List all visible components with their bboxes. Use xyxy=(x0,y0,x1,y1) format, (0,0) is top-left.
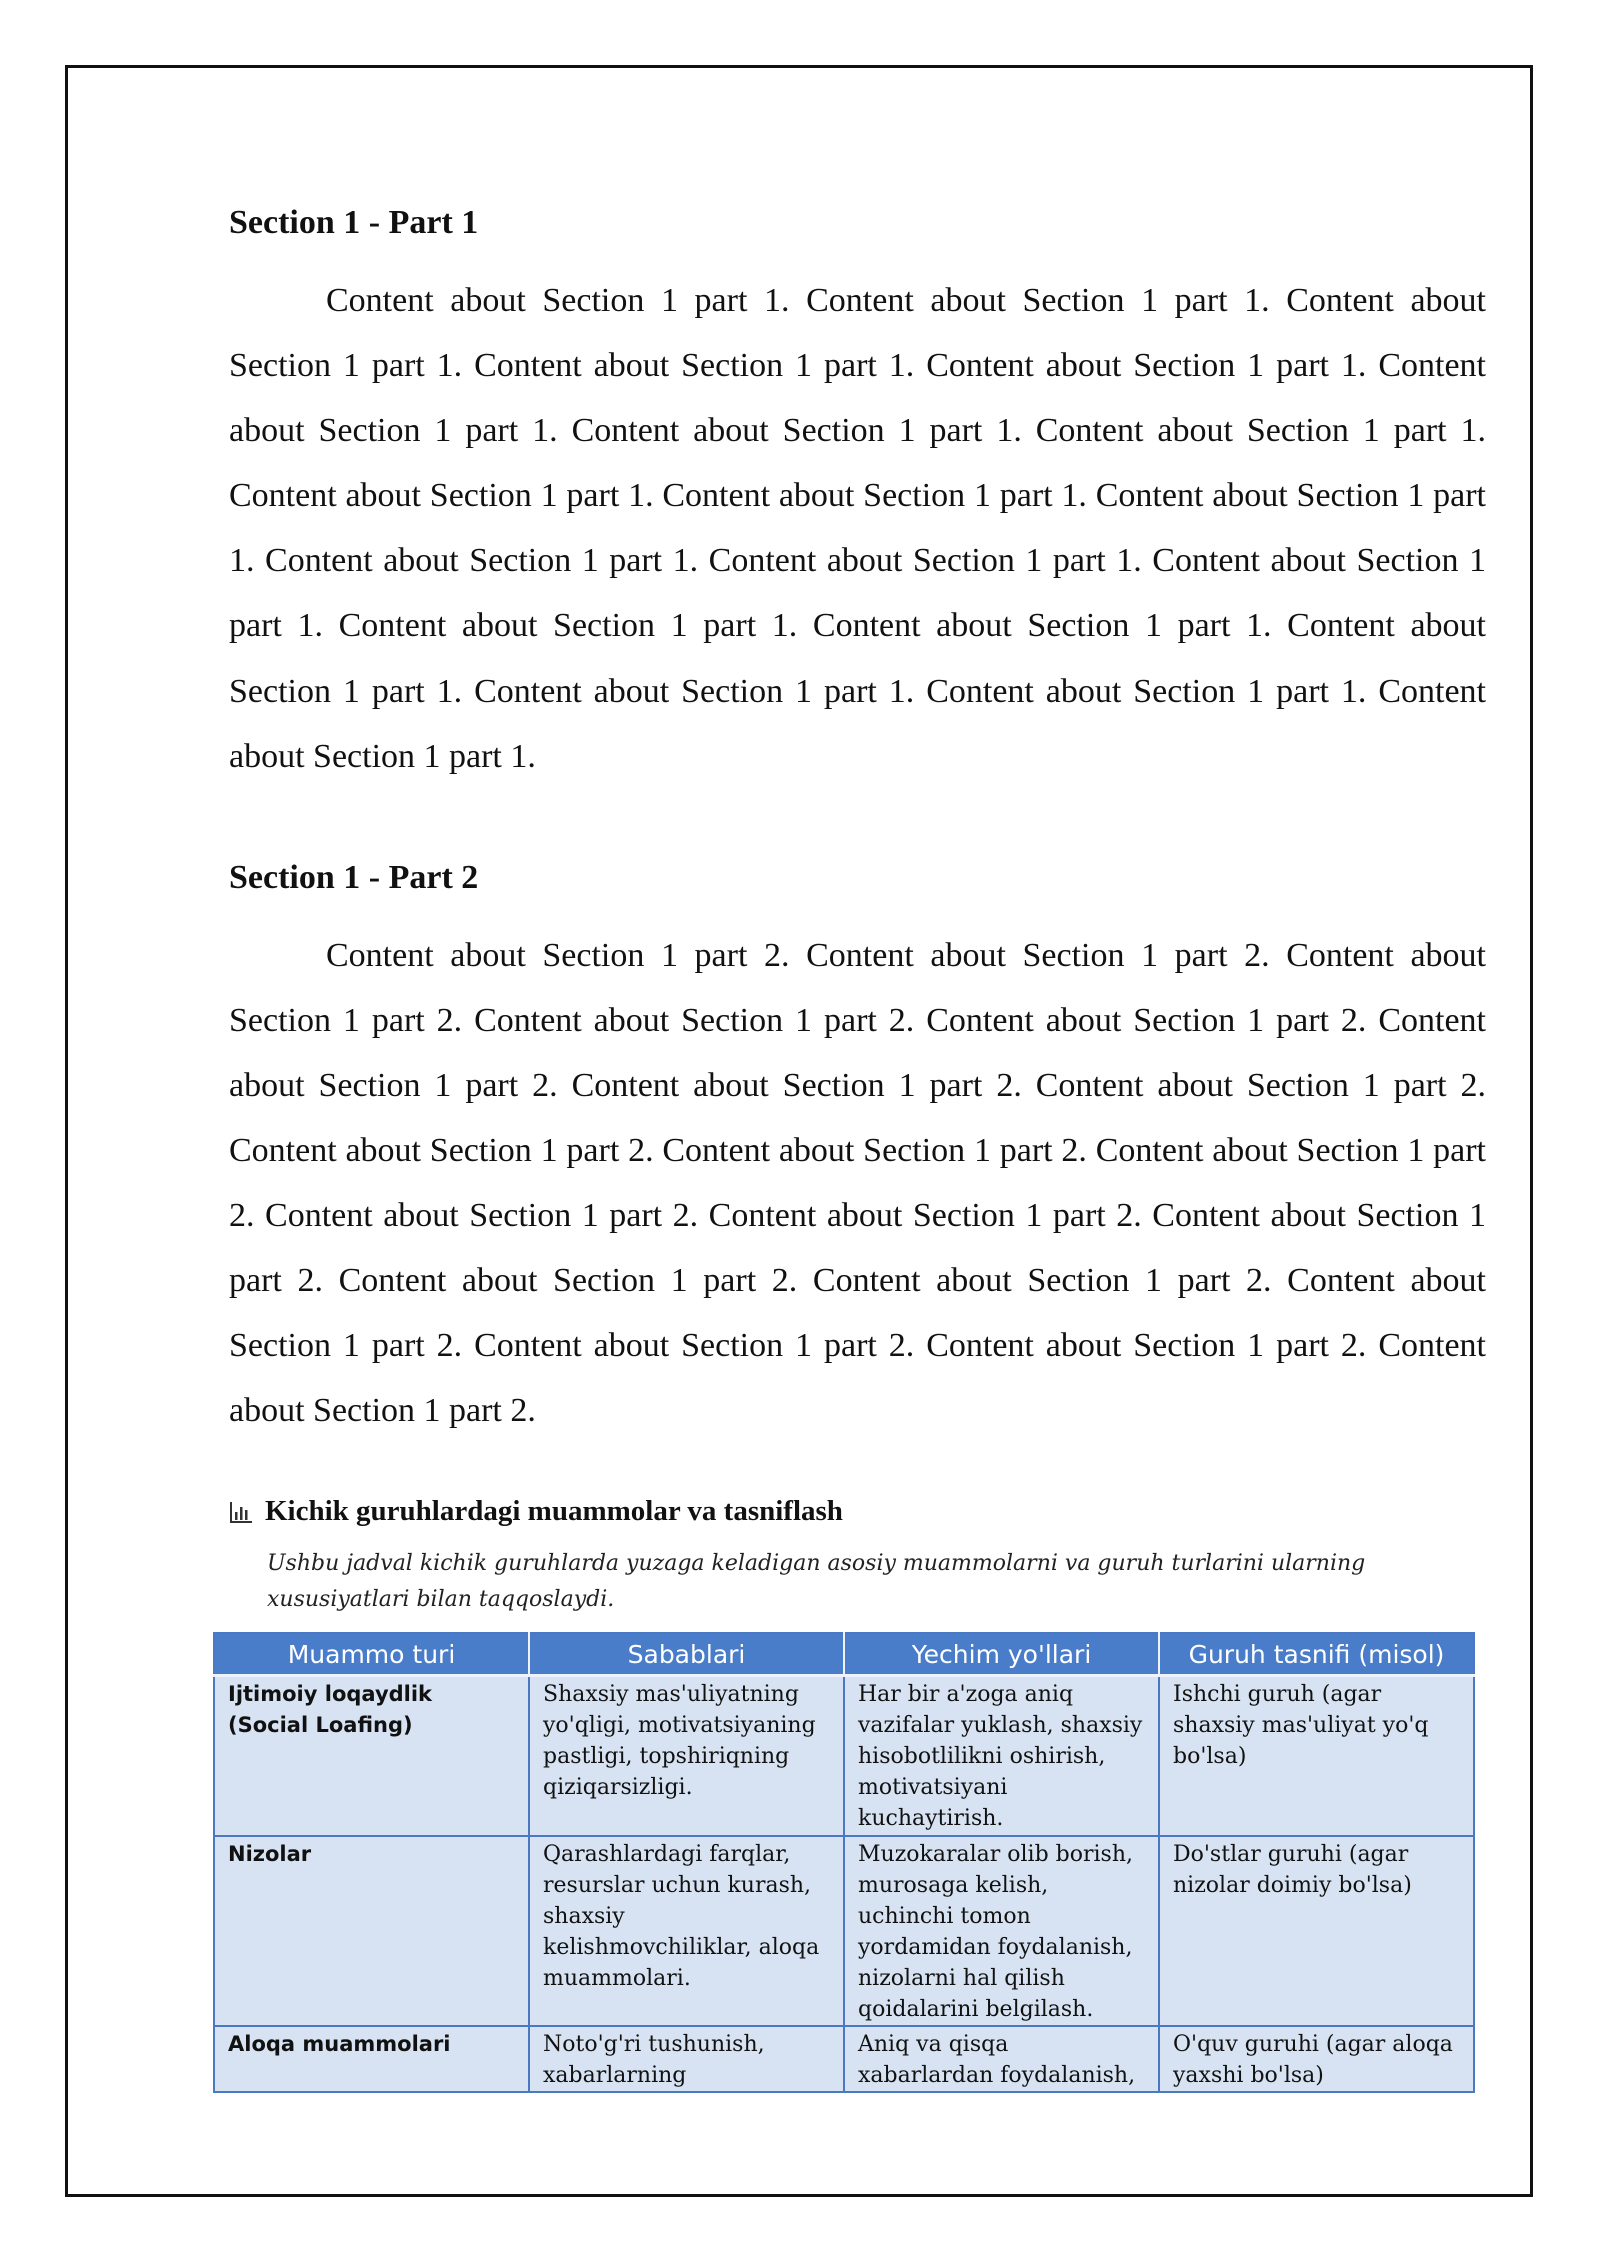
table-row xyxy=(214,1676,1474,1836)
column-header: Muammo turi xyxy=(214,1633,529,1676)
table-header-row xyxy=(214,1633,1474,1676)
table-cell: Har bir a'zoga aniq vazifalar yuklash, shaxsiy hisobotlilikni oshirish, motivatsiyani kuchaytirish. xyxy=(844,1676,1159,1836)
section-heading: Section 1 - Part 1 xyxy=(229,204,479,241)
table-row xyxy=(214,1836,1474,2026)
section-paragraph: Content about Section 1 part 2. Content about Section 1 part 2. Content about Section 1 part 2. Content about Section 1 part 2. Content about Section 1 part 2. Content about Section 1 part 2. Content about Section 1 part 2. Content about Section 1 part 2. Content about Section 1 part 2. Content about Section 1 part 2. Content about Section 1 part 2. Content about Section 1 part 2. Content about Section 1 part 2. Content about Section 1 part 2. Content about Section 1 part 2. Content about Section 1 part 2. Content about Section 1 part 2. Content about Section 1 part 2. Content about Section 1 part 2. Content about Section 1 part 2. xyxy=(229,936,1486,1430)
table-caption: Ushbu jadval kichik guruhlarda yuzaga keladigan asosiy muammolarni va guruh turlarini ularning xususiyatlari bilan taqqoslaydi. xyxy=(267,1550,1366,1612)
table-cell: Nizolar xyxy=(214,1836,529,2026)
table-cell: O'quv guruhi (agar aloqa yaxshi bo'lsa) xyxy=(1159,2026,1474,2092)
table-title xyxy=(229,1490,1486,1534)
column-header: Yechim yo'llari xyxy=(844,1633,1159,1676)
table-cell: Ijtimoiy loqaydlik (Social Loafing) xyxy=(214,1676,529,1836)
table-cell: Aloqa muammolari xyxy=(214,2026,529,2092)
column-header: Guruh tasnifi (misol) xyxy=(1159,1633,1474,1676)
section-paragraph: Content about Section 1 part 1. Content about Section 1 part 1. Content about Section 1 part 1. Content about Section 1 part 1. Content about Section 1 part 1. Content about Section 1 part 1. Content about Section 1 part 1. Content about Section 1 part 1. Content about Section 1 part 1. Content about Section 1 part 1. Content about Section 1 part 1. Content about Section 1 part 1. Content about Section 1 part 1. Content about Section 1 part 1. Content about Section 1 part 1. Content about Section 1 part 1. Content about Section 1 part 1. Content about Section 1 part 1. Content about Section 1 part 1. Content about Section 1 part 1. xyxy=(229,282,1486,775)
table-cell: Do'stlar guruhi (agar nizolar doimiy bo'lsa) xyxy=(1159,1836,1474,2026)
document-content xyxy=(229,192,1486,1618)
section-heading: Section 1 - Part 2 xyxy=(229,858,479,896)
problems-table xyxy=(213,1632,1475,2093)
table-cell: Qarashlardagi farqlar, resurslar uchun kurash, shaxsiy kelishmovchiliklar, aloqa muammolari. xyxy=(529,1836,844,2026)
table-cell: Noto'g'ri tushunish, xabarlarning xyxy=(529,2026,844,2092)
table-title-text: Kichik guruhlardagi muammolar va tasniflash xyxy=(265,1495,843,1527)
bar-chart-icon xyxy=(229,1500,253,1524)
table-cell: Shaxsiy mas'uliyatning yo'qligi, motivatsiyaning pastligi, topshiriqning qiziqarsizligi. xyxy=(529,1676,844,1836)
column-header: Sabablari xyxy=(529,1633,844,1676)
table-cell: Aniq va qisqa xabarlardan foydalanish, xyxy=(844,2026,1159,2092)
table-cell: Ishchi guruh (agar shaxsiy mas'uliyat yo'q bo'lsa) xyxy=(1159,1676,1474,1836)
table-cell: Muzokaralar olib borish, murosaga kelish, uchinchi tomon yordamidan foydalanish, nizolarni hal qilish qoidalarini belgilash. xyxy=(844,1836,1159,2026)
table-row xyxy=(214,2026,1474,2092)
